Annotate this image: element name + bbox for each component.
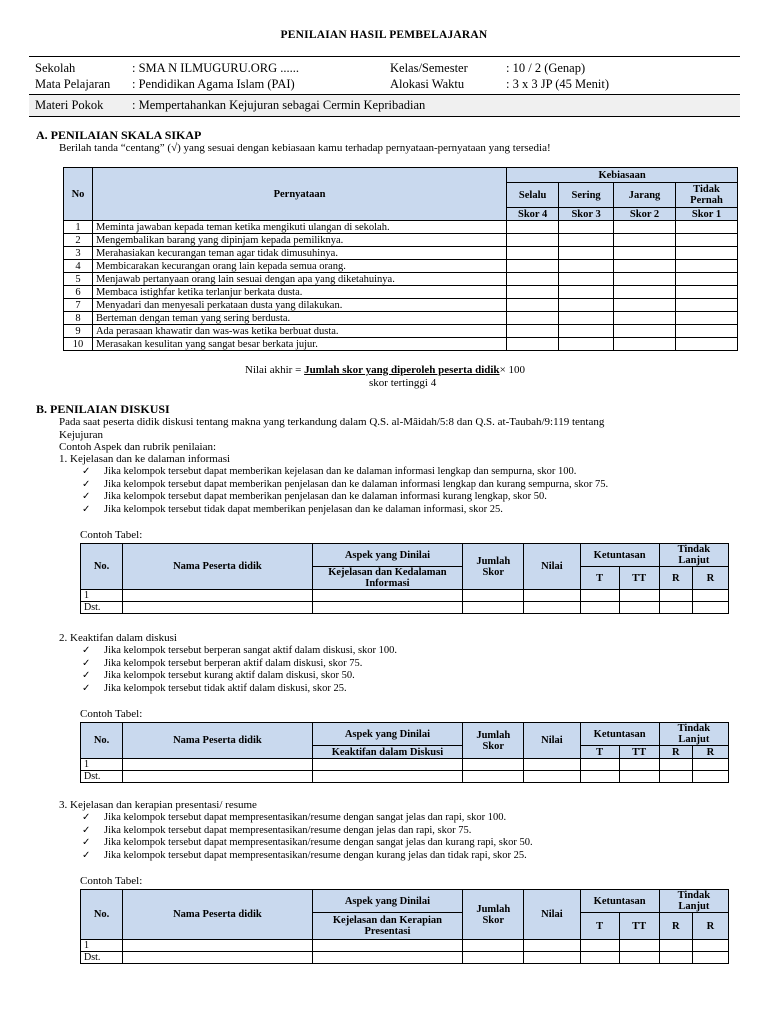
attitude-row bbox=[64, 286, 738, 299]
table-row bbox=[81, 602, 729, 614]
statement-text: Menjawab pertanyaan orang lain sesuai dengan apa yang diketahuinya. bbox=[92, 273, 506, 286]
answer-cell[interactable] bbox=[614, 221, 676, 234]
check-icon: ✓ bbox=[82, 670, 91, 681]
col-t-header: T bbox=[580, 567, 619, 590]
answer-cell[interactable] bbox=[507, 260, 559, 273]
col-ketuntasan-header: Ketuntasan bbox=[580, 544, 659, 567]
row-label: Dst. bbox=[81, 602, 123, 614]
entry-cell[interactable] bbox=[619, 771, 659, 783]
table-row bbox=[81, 940, 729, 952]
answer-cell[interactable] bbox=[507, 247, 559, 260]
criteria-text: Jika kelompok tersebut dapat mempresentasikan/resume dengan sangat jelas dan kurang rapi, skor 50. bbox=[104, 837, 533, 848]
answer-cell[interactable] bbox=[676, 338, 738, 351]
sekolah-label: Sekolah bbox=[35, 61, 76, 75]
answer-cell[interactable] bbox=[676, 221, 738, 234]
answer-cell[interactable] bbox=[507, 299, 559, 312]
col-jumlah-header: Jumlah Skor bbox=[463, 544, 524, 590]
col-no-header: No. bbox=[81, 890, 123, 940]
attitude-row bbox=[64, 312, 738, 325]
answer-cell[interactable] bbox=[614, 338, 676, 351]
sub-aspect-header: Kejelasan dan Kerapian Presentasi bbox=[312, 913, 462, 940]
answer-cell[interactable] bbox=[614, 273, 676, 286]
contoh-tabel-label: Contoh Tabel: bbox=[80, 708, 143, 720]
answer-cell[interactable] bbox=[676, 247, 738, 260]
criteria-text: Jika kelompok tersebut berperan sangat aktif dalam diskusi, skor 100. bbox=[104, 645, 398, 656]
formula-denominator: skor tertinggi 4 bbox=[369, 377, 437, 389]
answer-cell[interactable] bbox=[559, 247, 614, 260]
table-row bbox=[81, 771, 729, 783]
row-label: 1 bbox=[81, 759, 123, 771]
criteria-item bbox=[82, 491, 547, 502]
entry-cell[interactable] bbox=[619, 952, 659, 964]
option-header: Sering bbox=[559, 183, 614, 208]
row-label: 1 bbox=[81, 940, 123, 952]
entry-cell[interactable] bbox=[619, 602, 659, 614]
entry-cell[interactable] bbox=[463, 940, 524, 952]
entry-cell[interactable] bbox=[692, 771, 728, 783]
section-b-heading: B. PENILAIAN DISKUSI bbox=[36, 402, 170, 416]
answer-cell[interactable] bbox=[507, 286, 559, 299]
col-r-header: R bbox=[692, 567, 728, 590]
criteria-text: Jika kelompok tersebut dapat memberikan penjelasan dan ke dalaman informasi kurang lengkap, skor 50. bbox=[104, 491, 547, 502]
entry-cell[interactable] bbox=[123, 759, 313, 771]
entry-cell[interactable] bbox=[463, 771, 524, 783]
criteria-item bbox=[82, 466, 576, 477]
answer-cell[interactable] bbox=[559, 312, 614, 325]
sub-aspect-header: Kejelasan dan Kedalaman Informasi bbox=[312, 567, 462, 590]
criteria-item bbox=[82, 812, 506, 823]
entry-cell[interactable] bbox=[463, 759, 524, 771]
header-bottom-rule bbox=[29, 116, 740, 117]
answer-cell[interactable] bbox=[676, 260, 738, 273]
entry-cell[interactable] bbox=[524, 602, 580, 614]
col-ketuntasan-header: Ketuntasan bbox=[580, 723, 659, 746]
col-nilai-header: Nilai bbox=[524, 723, 580, 759]
entry-cell[interactable] bbox=[580, 771, 619, 783]
option-header: Jarang bbox=[614, 183, 676, 208]
kelas-value: : 10 / 2 (Genap) bbox=[506, 61, 586, 75]
table-row bbox=[81, 759, 729, 771]
col-jumlah-header: Jumlah Skor bbox=[463, 723, 524, 759]
formula-numerator-line bbox=[245, 364, 525, 376]
answer-cell[interactable] bbox=[559, 286, 614, 299]
answer-cell[interactable] bbox=[676, 286, 738, 299]
col-nama-header: Nama Peserta didik bbox=[123, 544, 313, 590]
entry-cell[interactable] bbox=[463, 590, 524, 602]
row-number: 5 bbox=[64, 273, 93, 286]
criteria-text: Jika kelompok tersebut tidak dapat memberikan penjelasan dan ke dalaman informasi, skor 25. bbox=[104, 503, 503, 515]
entry-cell[interactable] bbox=[123, 952, 313, 964]
entry-cell[interactable] bbox=[580, 952, 619, 964]
row-number: 4 bbox=[64, 260, 93, 273]
answer-cell[interactable] bbox=[507, 325, 559, 338]
check-icon: ✓ bbox=[82, 682, 91, 694]
col-jumlah-header: Jumlah Skor bbox=[463, 890, 524, 940]
col-tt-header: TT bbox=[619, 567, 659, 590]
attitude-row bbox=[64, 234, 738, 247]
option-header: Tidak Pernah bbox=[676, 183, 738, 208]
check-icon: ✓ bbox=[82, 837, 91, 848]
criteria-text: Jika kelompok tersebut tidak aktif dalam diskusi, skor 25. bbox=[104, 682, 347, 694]
check-icon: ✓ bbox=[82, 466, 91, 477]
row-number: 3 bbox=[64, 247, 93, 260]
entry-cell[interactable] bbox=[659, 940, 692, 952]
entry-cell[interactable] bbox=[463, 602, 524, 614]
answer-cell[interactable] bbox=[614, 325, 676, 338]
answer-cell[interactable] bbox=[559, 338, 614, 351]
col-nama-header: Nama Peserta didik bbox=[123, 723, 313, 759]
answer-cell[interactable] bbox=[559, 325, 614, 338]
aspect-title: 1. Kejelasan dan ke dalaman informasi bbox=[59, 453, 231, 465]
criteria-text: Jika kelompok tersebut dapat mempresentasikan/resume dengan sangat jelas dan rapi, skor 100. bbox=[104, 812, 507, 823]
col-kebiasaan-header: Kebiasaan bbox=[507, 168, 738, 183]
attitude-row bbox=[64, 299, 738, 312]
attitude-row bbox=[64, 325, 738, 338]
col-nilai-header: Nilai bbox=[524, 890, 580, 940]
alokasi-value: : 3 x 3 JP (45 Menit) bbox=[506, 77, 610, 91]
col-no-header: No. bbox=[81, 544, 123, 590]
score-header: Skor 2 bbox=[614, 208, 676, 221]
formula-suffix: × 100 bbox=[499, 364, 526, 376]
entry-cell[interactable] bbox=[692, 602, 728, 614]
statement-text: Ada perasaan khawatir dan was-was ketika berbuat dusta. bbox=[92, 325, 506, 338]
col-tindak-header: Tindak Lanjut bbox=[659, 723, 728, 746]
score-header: Skor 3 bbox=[559, 208, 614, 221]
row-number: 9 bbox=[64, 325, 93, 338]
criteria-item bbox=[82, 645, 397, 656]
row-number: 1 bbox=[64, 221, 93, 234]
answer-cell[interactable] bbox=[507, 221, 559, 234]
sub-aspect-header: Keaktifan dalam Diskusi bbox=[312, 746, 462, 759]
entry-cell[interactable] bbox=[692, 940, 728, 952]
mapel-value: : Pendidikan Agama Islam (PAI) bbox=[132, 77, 295, 91]
entry-cell[interactable] bbox=[312, 771, 462, 783]
criteria-item bbox=[82, 683, 347, 694]
row-label: Dst. bbox=[81, 771, 123, 783]
attitude-row bbox=[64, 247, 738, 260]
criteria-item bbox=[82, 825, 471, 836]
answer-cell[interactable] bbox=[507, 273, 559, 286]
entry-cell[interactable] bbox=[659, 602, 692, 614]
entry-cell[interactable] bbox=[312, 602, 462, 614]
col-r-header: R bbox=[692, 746, 728, 759]
aspect-title: 3. Kejelasan dan kerapian presentasi/ resume bbox=[59, 799, 257, 811]
table-row bbox=[81, 952, 729, 964]
formula-prefix: Nilai akhir = bbox=[245, 364, 305, 376]
entry-cell[interactable] bbox=[312, 940, 462, 952]
entry-cell[interactable] bbox=[312, 590, 462, 602]
statement-text: Meminta jawaban kepada teman ketika mengikuti ulangan di sekolah. bbox=[92, 221, 506, 234]
entry-cell[interactable] bbox=[580, 602, 619, 614]
answer-cell[interactable] bbox=[614, 247, 676, 260]
entry-cell[interactable] bbox=[580, 759, 619, 771]
check-icon: ✓ bbox=[82, 812, 91, 823]
discussion-table bbox=[80, 889, 729, 964]
entry-cell[interactable] bbox=[312, 952, 462, 964]
answer-cell[interactable] bbox=[507, 312, 559, 325]
alokasi-label: Alokasi Waktu bbox=[390, 77, 465, 91]
answer-cell[interactable] bbox=[614, 299, 676, 312]
check-icon: ✓ bbox=[82, 478, 91, 490]
criteria-item bbox=[82, 504, 503, 515]
statement-text: Berteman dengan teman yang sering berdusta. bbox=[92, 312, 506, 325]
entry-cell[interactable] bbox=[123, 940, 313, 952]
answer-cell[interactable] bbox=[676, 325, 738, 338]
answer-cell[interactable] bbox=[676, 299, 738, 312]
col-ketuntasan-header: Ketuntasan bbox=[580, 890, 659, 913]
section-a-heading: A. PENILAIAN SKALA SIKAP bbox=[36, 128, 202, 142]
materi-label: Materi Pokok bbox=[35, 98, 104, 112]
col-tindak-header: Tindak Lanjut bbox=[659, 890, 728, 913]
answer-cell[interactable] bbox=[559, 221, 614, 234]
check-icon: ✓ bbox=[82, 824, 91, 836]
formula-numerator: Jumlah skor yang diperoleh peserta didik bbox=[304, 364, 500, 376]
criteria-item bbox=[82, 658, 362, 669]
col-aspek-header: Aspek yang Dinilai bbox=[312, 544, 462, 567]
col-r-header: R bbox=[659, 567, 692, 590]
statement-text: Menyadari dan menyesali perkataan dusta yang dilakukan. bbox=[92, 299, 506, 312]
answer-cell[interactable] bbox=[614, 234, 676, 247]
entry-cell[interactable] bbox=[659, 952, 692, 964]
check-icon: ✓ bbox=[82, 645, 91, 656]
col-t-header: T bbox=[580, 746, 619, 759]
statement-text: Merasakan kesulitan yang sangat besar berkata jujur. bbox=[92, 338, 506, 351]
attitude-row bbox=[64, 273, 738, 286]
contoh-tabel-label: Contoh Tabel: bbox=[80, 875, 143, 887]
aspect-title: 2. Keaktifan dalam diskusi bbox=[59, 632, 177, 644]
col-nama-header: Nama Peserta didik bbox=[123, 890, 313, 940]
statement-text: Mengembalikan barang yang dipinjam kepada pemiliknya. bbox=[92, 234, 506, 247]
entry-cell[interactable] bbox=[619, 940, 659, 952]
statement-text: Membaca istighfar ketika terlanjur berkata dusta. bbox=[92, 286, 506, 299]
entry-cell[interactable] bbox=[463, 952, 524, 964]
answer-cell[interactable] bbox=[507, 234, 559, 247]
statement-text: Membicarakan kecurangan orang lain kepada semua orang. bbox=[92, 260, 506, 273]
check-icon: ✓ bbox=[82, 849, 91, 861]
row-label: Dst. bbox=[81, 952, 123, 964]
entry-cell[interactable] bbox=[524, 940, 580, 952]
col-no-header: No. bbox=[81, 723, 123, 759]
contoh-tabel-label: Contoh Tabel: bbox=[80, 529, 143, 541]
page-title: PENILAIAN HASIL PEMBELAJARAN bbox=[280, 29, 488, 41]
entry-cell[interactable] bbox=[524, 759, 580, 771]
entry-cell[interactable] bbox=[659, 759, 692, 771]
col-r-header: R bbox=[659, 913, 692, 940]
col-tindak-header: Tindak Lanjut bbox=[659, 544, 728, 567]
answer-cell[interactable] bbox=[559, 260, 614, 273]
score-header: Skor 1 bbox=[676, 208, 738, 221]
header-top-rule bbox=[29, 56, 740, 57]
col-aspek-header: Aspek yang Dinilai bbox=[312, 723, 462, 746]
answer-cell[interactable] bbox=[614, 312, 676, 325]
attitude-row bbox=[64, 221, 738, 234]
entry-cell[interactable] bbox=[524, 952, 580, 964]
entry-cell[interactable] bbox=[580, 590, 619, 602]
row-number: 8 bbox=[64, 312, 93, 325]
check-icon: ✓ bbox=[82, 503, 91, 515]
option-header: Selalu bbox=[507, 183, 559, 208]
section-a-instruction: Berilah tanda “centang” (√) yang sesuai dengan kebiasaan kamu terhadap pernyataan-pernyataan yang tersedia! bbox=[59, 142, 551, 154]
criteria-text: Jika kelompok tersebut dapat mempresentasikan/resume dengan jelas dan rapi, skor 75. bbox=[104, 824, 472, 836]
entry-cell[interactable] bbox=[123, 771, 313, 783]
criteria-text: Jika kelompok tersebut dapat mempresentasikan/resume dengan kurang jelas dan tidak rapi, skor 25. bbox=[104, 849, 527, 861]
entry-cell[interactable] bbox=[524, 590, 580, 602]
entry-cell[interactable] bbox=[659, 590, 692, 602]
criteria-text: Jika kelompok tersebut berperan aktif dalam diskusi, skor 75. bbox=[104, 657, 363, 669]
answer-cell[interactable] bbox=[559, 299, 614, 312]
row-number: 7 bbox=[64, 299, 93, 312]
section-b-intro-1: Pada saat peserta didik diskusi tentang makna yang terkandung dalam Q.S. al-Mâidah/5:8 dan Q.S. at-Taubah/9:119 tentang bbox=[59, 416, 605, 428]
criteria-text: Jika kelompok tersebut kurang aktif dalam diskusi, skor 50. bbox=[104, 670, 355, 681]
criteria-text: Jika kelompok tersebut dapat memberikan kejelasan dan ke dalaman informasi lengkap dan sempurna, skor 100. bbox=[104, 466, 577, 477]
col-tt-header: TT bbox=[619, 913, 659, 940]
entry-cell[interactable] bbox=[123, 590, 313, 602]
entry-cell[interactable] bbox=[692, 759, 728, 771]
answer-cell[interactable] bbox=[676, 234, 738, 247]
answer-cell[interactable] bbox=[676, 273, 738, 286]
criteria-item bbox=[82, 850, 527, 861]
check-icon: ✓ bbox=[82, 657, 91, 669]
col-r-header: R bbox=[659, 746, 692, 759]
entry-cell[interactable] bbox=[659, 771, 692, 783]
row-number: 2 bbox=[64, 234, 93, 247]
answer-cell[interactable] bbox=[614, 286, 676, 299]
section-b-intro-3: Contoh Aspek dan rubrik penilaian: bbox=[59, 441, 217, 453]
answer-cell[interactable] bbox=[559, 273, 614, 286]
entry-cell[interactable] bbox=[692, 590, 728, 602]
statement-text: Merahasiakan kecurangan teman agar tidak dimusuhinya. bbox=[92, 247, 506, 260]
mapel-label: Mata Pelajaran bbox=[35, 77, 111, 91]
col-pernyataan-header: Pernyataan bbox=[92, 168, 506, 221]
attitude-row bbox=[64, 338, 738, 351]
answer-cell[interactable] bbox=[559, 234, 614, 247]
row-label: 1 bbox=[81, 590, 123, 602]
entry-cell[interactable] bbox=[123, 602, 313, 614]
attitude-row bbox=[64, 260, 738, 273]
col-tt-header: TT bbox=[619, 746, 659, 759]
discussion-table bbox=[80, 543, 729, 614]
col-r-header: R bbox=[692, 913, 728, 940]
entry-cell[interactable] bbox=[619, 590, 659, 602]
entry-cell[interactable] bbox=[619, 759, 659, 771]
col-aspek-header: Aspek yang Dinilai bbox=[312, 890, 462, 913]
sekolah-value: : SMA N ILMUGURU.ORG ...... bbox=[132, 61, 300, 75]
kelas-label: Kelas/Semester bbox=[390, 61, 468, 75]
entry-cell[interactable] bbox=[580, 940, 619, 952]
criteria-item bbox=[82, 670, 355, 681]
discussion-table bbox=[80, 722, 729, 783]
criteria-text: Jika kelompok tersebut dapat memberikan penjelasan dan ke dalaman informasi lengkap dan kurang sempurna, skor 75. bbox=[104, 478, 609, 490]
row-number: 6 bbox=[64, 286, 93, 299]
score-header: Skor 4 bbox=[507, 208, 559, 221]
answer-cell[interactable] bbox=[676, 312, 738, 325]
section-b-intro-2: Kejujuran bbox=[59, 429, 103, 441]
attitude-table bbox=[63, 167, 738, 351]
entry-cell[interactable] bbox=[692, 952, 728, 964]
answer-cell[interactable] bbox=[507, 338, 559, 351]
answer-cell[interactable] bbox=[614, 260, 676, 273]
materi-value: : Mempertahankan Kejujuran sebagai Cermin Kepribadian bbox=[132, 98, 426, 112]
entry-cell[interactable] bbox=[312, 759, 462, 771]
check-icon: ✓ bbox=[82, 491, 91, 502]
entry-cell[interactable] bbox=[524, 771, 580, 783]
table-row bbox=[81, 590, 729, 602]
col-no-header: No bbox=[64, 168, 93, 221]
col-t-header: T bbox=[580, 913, 619, 940]
criteria-item bbox=[82, 837, 533, 848]
criteria-item bbox=[82, 479, 608, 490]
col-nilai-header: Nilai bbox=[524, 544, 580, 590]
row-number: 10 bbox=[64, 338, 93, 351]
